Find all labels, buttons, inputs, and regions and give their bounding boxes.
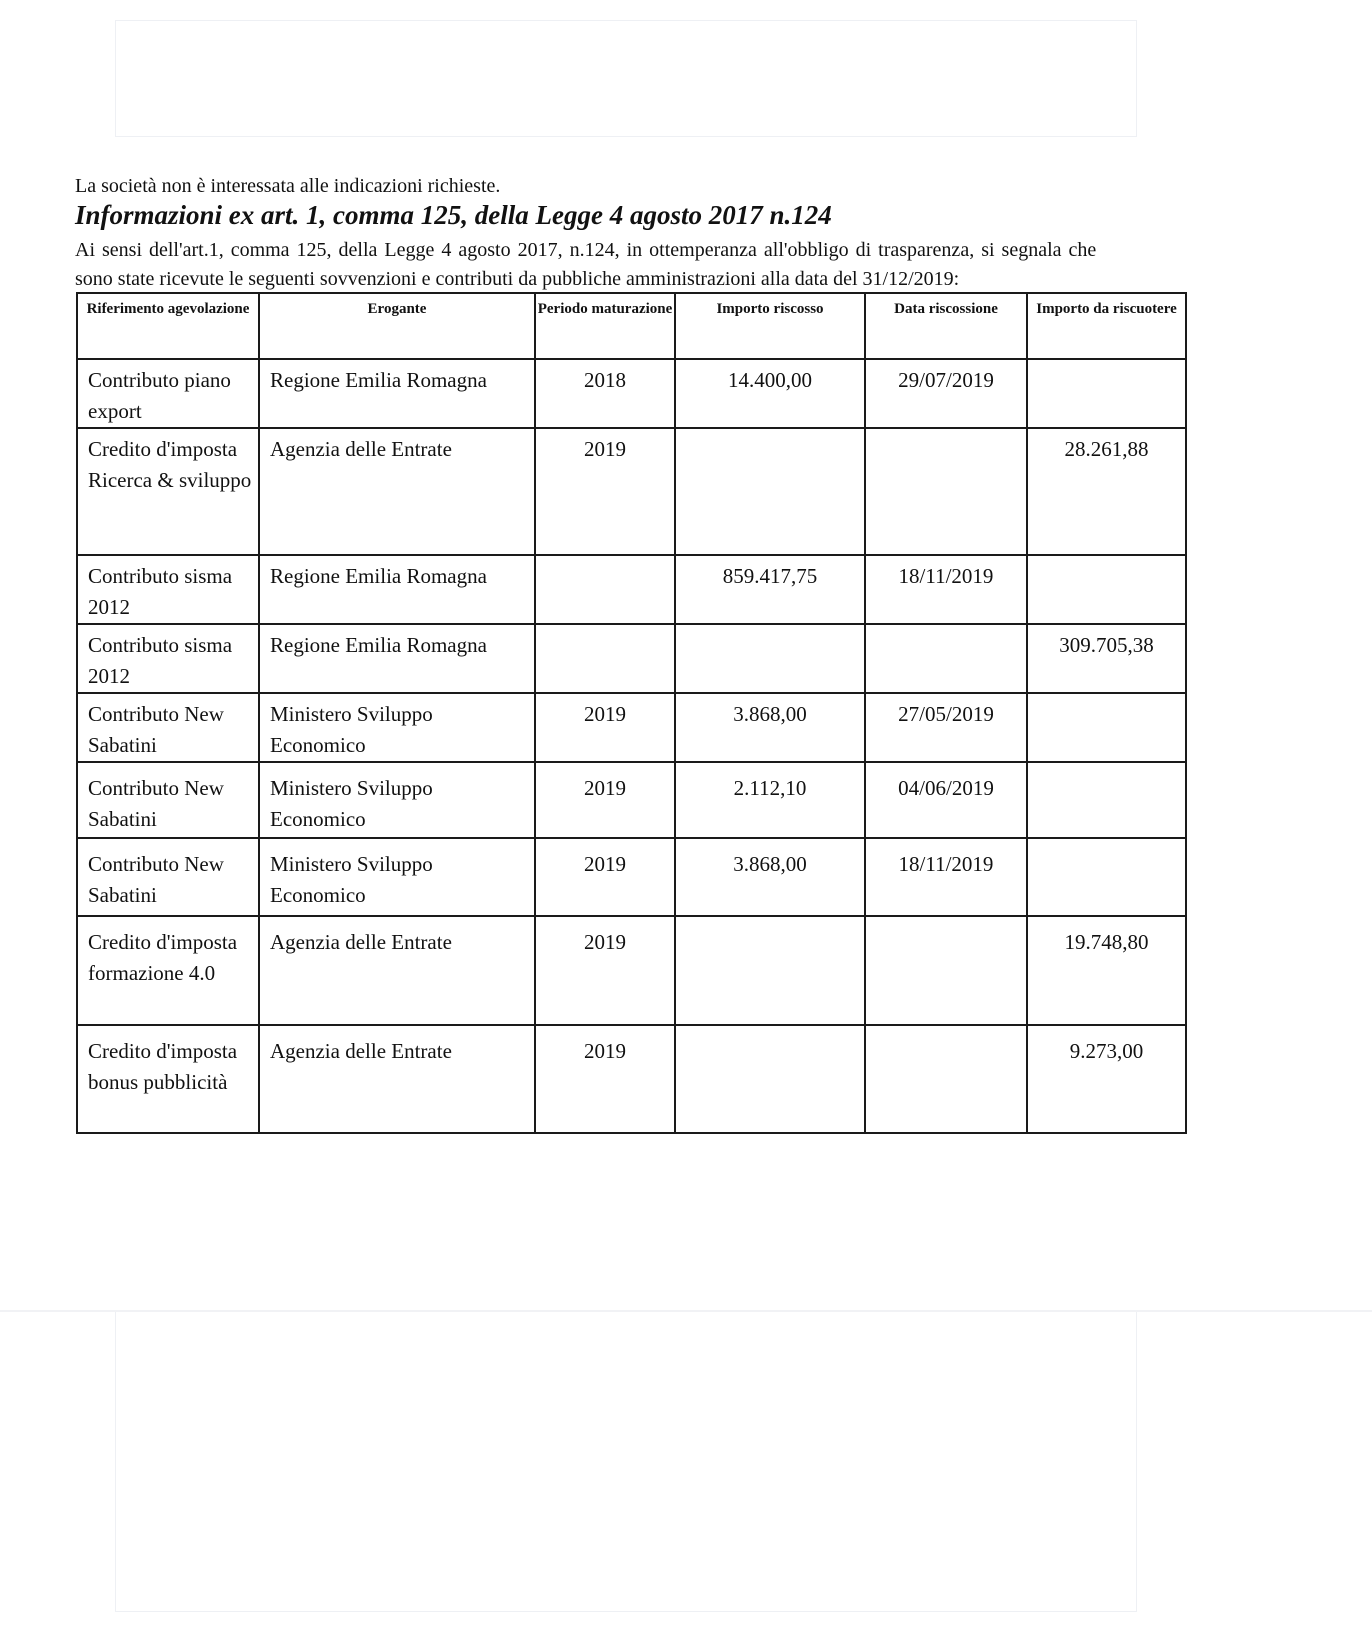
cell-erogante: Regione Emilia Romagna — [259, 624, 535, 693]
cell-erogante: Agenzia delle Entrate — [259, 1025, 535, 1133]
cell-importo-riscosso — [675, 1025, 865, 1133]
cell-importo-da-riscuotere — [1027, 838, 1186, 916]
cell-importo-riscosso: 2.112,10 — [675, 762, 865, 838]
section-heading: Informazioni ex art. 1, comma 125, della Legge 4 agosto 2017 n.124 — [75, 200, 832, 230]
table-row — [77, 762, 1186, 838]
cell-importo-riscosso: 3.868,00 — [675, 838, 865, 916]
cell-riferimento: Credito d'imposta Ricerca & sviluppo — [77, 428, 259, 555]
cell-data-riscossione: 29/07/2019 — [865, 359, 1027, 428]
cell-periodo — [535, 555, 675, 624]
cell-erogante: Regione Emilia Romagna — [259, 555, 535, 624]
cell-importo-riscosso: 3.868,00 — [675, 693, 865, 762]
transparency-paragraph — [75, 236, 1255, 294]
header-riferimento: Riferimento agevolazione — [77, 293, 259, 359]
cell-importo-da-riscuotere: 28.261,88 — [1027, 428, 1186, 555]
cell-importo-riscosso: 14.400,00 — [675, 359, 865, 428]
cell-erogante: Ministero Sviluppo Economico — [259, 838, 535, 916]
table-row — [77, 838, 1186, 916]
cell-importo-da-riscuotere: 19.748,80 — [1027, 916, 1186, 1025]
table-row — [77, 428, 1186, 555]
cell-riferimento: Contributo piano export — [77, 359, 259, 428]
table-header-row — [77, 293, 1186, 359]
cell-data-riscossione: 18/11/2019 — [865, 555, 1027, 624]
paragraph-line-1: Ai sensi dell'art.1, comma 125, della Legge 4 agosto 2017, n.124, in ottemperanza all'obbligo di trasparenza, si segnala che — [75, 239, 1097, 261]
cell-importo-riscosso — [675, 428, 865, 555]
cell-importo-riscosso — [675, 624, 865, 693]
grants-table — [76, 292, 1187, 1134]
cell-data-riscossione — [865, 1025, 1027, 1133]
cell-data-riscossione: 18/11/2019 — [865, 838, 1027, 916]
cell-importo-da-riscuotere — [1027, 693, 1186, 762]
cell-data-riscossione — [865, 916, 1027, 1025]
cell-data-riscossione: 27/05/2019 — [865, 693, 1027, 762]
cell-erogante: Ministero Sviluppo Economico — [259, 693, 535, 762]
header-data-riscossione: Data riscossione — [865, 293, 1027, 359]
cell-erogante: Ministero Sviluppo Economico — [259, 762, 535, 838]
intro-text: La società non è interessata alle indicazioni richieste. — [75, 175, 501, 197]
cell-erogante: Regione Emilia Romagna — [259, 359, 535, 428]
cell-importo-da-riscuotere — [1027, 762, 1186, 838]
scan-ghost-top — [115, 20, 1137, 137]
cell-importo-riscosso: 859.417,75 — [675, 555, 865, 624]
cell-importo-da-riscuotere: 9.273,00 — [1027, 1025, 1186, 1133]
cell-periodo: 2019 — [535, 916, 675, 1025]
header-periodo: Periodo maturazione — [535, 293, 675, 359]
cell-importo-riscosso — [675, 916, 865, 1025]
cell-riferimento: Contributo sisma 2012 — [77, 624, 259, 693]
cell-riferimento: Contributo New Sabatini — [77, 693, 259, 762]
header-importo-riscosso: Importo riscosso — [675, 293, 865, 359]
header-importo-da-riscuotere: Importo da riscuotere — [1027, 293, 1186, 359]
cell-periodo: 2019 — [535, 693, 675, 762]
cell-importo-da-riscuotere — [1027, 555, 1186, 624]
header-erogante: Erogante — [259, 293, 535, 359]
table-row — [77, 555, 1186, 624]
cell-periodo: 2019 — [535, 838, 675, 916]
cell-riferimento: Credito d'imposta formazione 4.0 — [77, 916, 259, 1025]
scan-fold-line — [0, 1310, 1372, 1312]
cell-periodo — [535, 624, 675, 693]
cell-importo-da-riscuotere — [1027, 359, 1186, 428]
cell-erogante: Agenzia delle Entrate — [259, 916, 535, 1025]
cell-riferimento: Contributo New Sabatini — [77, 762, 259, 838]
table-row — [77, 359, 1186, 428]
table-row — [77, 693, 1186, 762]
cell-erogante: Agenzia delle Entrate — [259, 428, 535, 555]
paragraph-line-2: sono state ricevute le seguenti sovvenzioni e contributi da pubbliche amministrazioni alla data del 31/12/2019: — [75, 268, 960, 290]
cell-riferimento: Credito d'imposta bonus pubblicità — [77, 1025, 259, 1133]
cell-data-riscossione — [865, 428, 1027, 555]
cell-riferimento: Contributo New Sabatini — [77, 838, 259, 916]
cell-periodo: 2019 — [535, 1025, 675, 1133]
cell-data-riscossione: 04/06/2019 — [865, 762, 1027, 838]
cell-periodo: 2019 — [535, 428, 675, 555]
scan-ghost-bottom — [115, 1310, 1137, 1612]
table-row — [77, 916, 1186, 1025]
table-row — [77, 624, 1186, 693]
cell-periodo: 2018 — [535, 359, 675, 428]
cell-importo-da-riscuotere: 309.705,38 — [1027, 624, 1186, 693]
cell-periodo: 2019 — [535, 762, 675, 838]
cell-riferimento: Contributo sisma 2012 — [77, 555, 259, 624]
cell-data-riscossione — [865, 624, 1027, 693]
table-row — [77, 1025, 1186, 1133]
